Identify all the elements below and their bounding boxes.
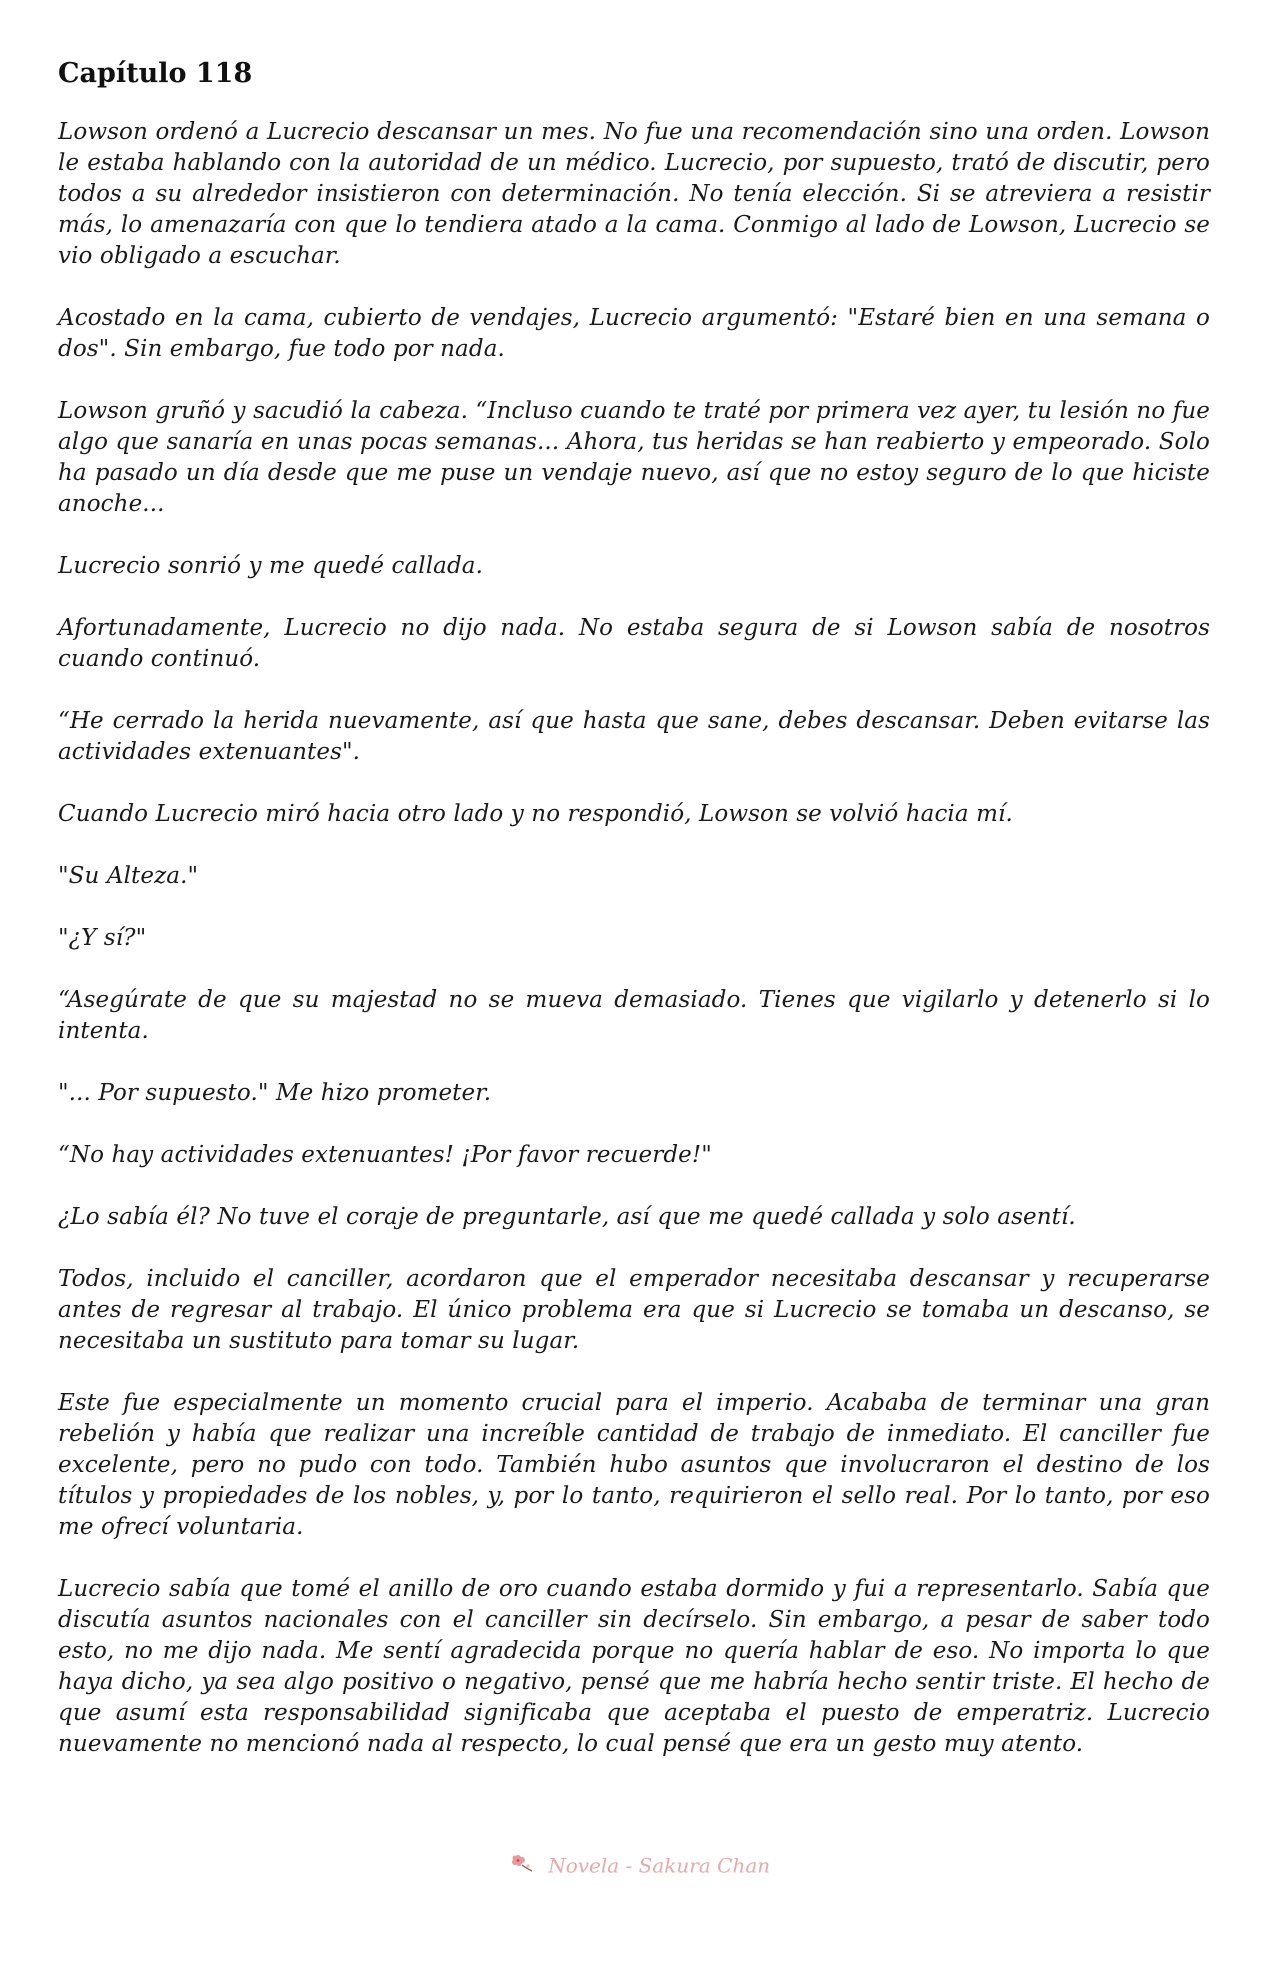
paragraph: Lucrecio sabía que tomé el anillo de oro cuando estaba dormido y fui a representarlo. Sabía que discutía asuntos nacionales con el canciller sin decírselo. Sin embargo, a pesar de saber todo esto, no me dijo nada. Me sentí agradecida porque no quería hablar de eso. No importa lo que haya dicho, ya sea algo positivo o negativo, pensé que me habría hecho sentir triste. El hecho de que asumí esta responsabilidad significaba que aceptaba el puesto de emperatriz. Lucrecio nuevamente no mencionó nada al respecto, lo cual pensé que era un gesto muy atento. (58, 1576, 1210, 1757)
paragraph: Lowson ordenó a Lucrecio descansar un mes. No fue una recomendación sino una orden. Lowson le estaba hablando con la autoridad de un médico. Lucrecio, por supuesto, trató de discutir, pero todos a su alrededor insistieron con determinación. No tenía elección. Si se atreviera a resistir más, lo amenazaría con que lo tendiera atado a la cama. Conmigo al lado de Lowson, Lucrecio se vio obligado a escuchar. (58, 119, 1210, 269)
paragraph: Acostado en la cama, cubierto de vendajes, Lucrecio argumentó: "Estaré bien en una semana o dos". Sin embargo, fue todo por nada. (58, 305, 1210, 362)
paragraph: "¿Y sí?" (58, 925, 147, 951)
watermark-footer (0, 1852, 1280, 1879)
watermark-text: Novela - Sakura Chan (548, 1853, 771, 1878)
chapter-body (58, 117, 1210, 1760)
paragraph: “He cerrado la herida nuevamente, así que hasta que sane, debes descansar. Deben evitarse las actividades extenuantes". (58, 708, 1210, 765)
paragraph: "Su Alteza." (58, 863, 199, 889)
cherry-blossom-icon (510, 1852, 536, 1879)
chapter-page (58, 56, 1210, 1791)
paragraph: Cuando Lucrecio miró hacia otro lado y no respondió, Lowson se volvió hacia mí. (58, 801, 1013, 827)
paragraph: “Asegúrate de que su majestad no se mueva demasiado. Tienes que vigilarlo y detenerlo si lo intenta. (58, 987, 1210, 1044)
paragraph: Este fue especialmente un momento crucial para el imperio. Acababa de terminar una gran rebelión y había que realizar una increíble cantidad de trabajo de inmediato. El canciller fue excelente, pero no pudo con todo. También hubo asuntos que involucraron el destino de los títulos y propiedades de los nobles, y, por lo tanto, requirieron el sello real. Por lo tanto, por eso me ofrecí voluntaria. (58, 1390, 1210, 1540)
paragraph: Todos, incluido el canciller, acordaron que el emperador necesitaba descansar y recuperarse antes de regresar al trabajo. El único problema era que si Lucrecio se tomaba un descanso, se necesitaba un sustituto para tomar su lugar. (58, 1266, 1210, 1354)
chapter-title: Capítulo 118 (58, 58, 253, 89)
paragraph: Lucrecio sonrió y me quedé callada. (58, 553, 484, 579)
paragraph: “No hay actividades extenuantes! ¡Por favor recuerde!" (58, 1142, 712, 1168)
paragraph: Afortunadamente, Lucrecio no dijo nada. No estaba segura de si Lowson sabía de nosotros cuando continuó. (58, 615, 1210, 672)
paragraph: Lowson gruñó y sacudió la cabeza. “Incluso cuando te traté por primera vez ayer, tu lesión no fue algo que sanaría en unas pocas semanas... Ahora, tus heridas se han reabierto y empeorado. Solo ha pasado un día desde que me puse un vendaje nuevo, así que no estoy seguro de lo que hiciste anoche... (58, 398, 1210, 517)
paragraph: "... Por supuesto." Me hizo prometer. (58, 1080, 492, 1106)
paragraph: ¿Lo sabía él? No tuve el coraje de preguntarle, así que me quedé callada y solo asentí. (58, 1204, 1076, 1230)
